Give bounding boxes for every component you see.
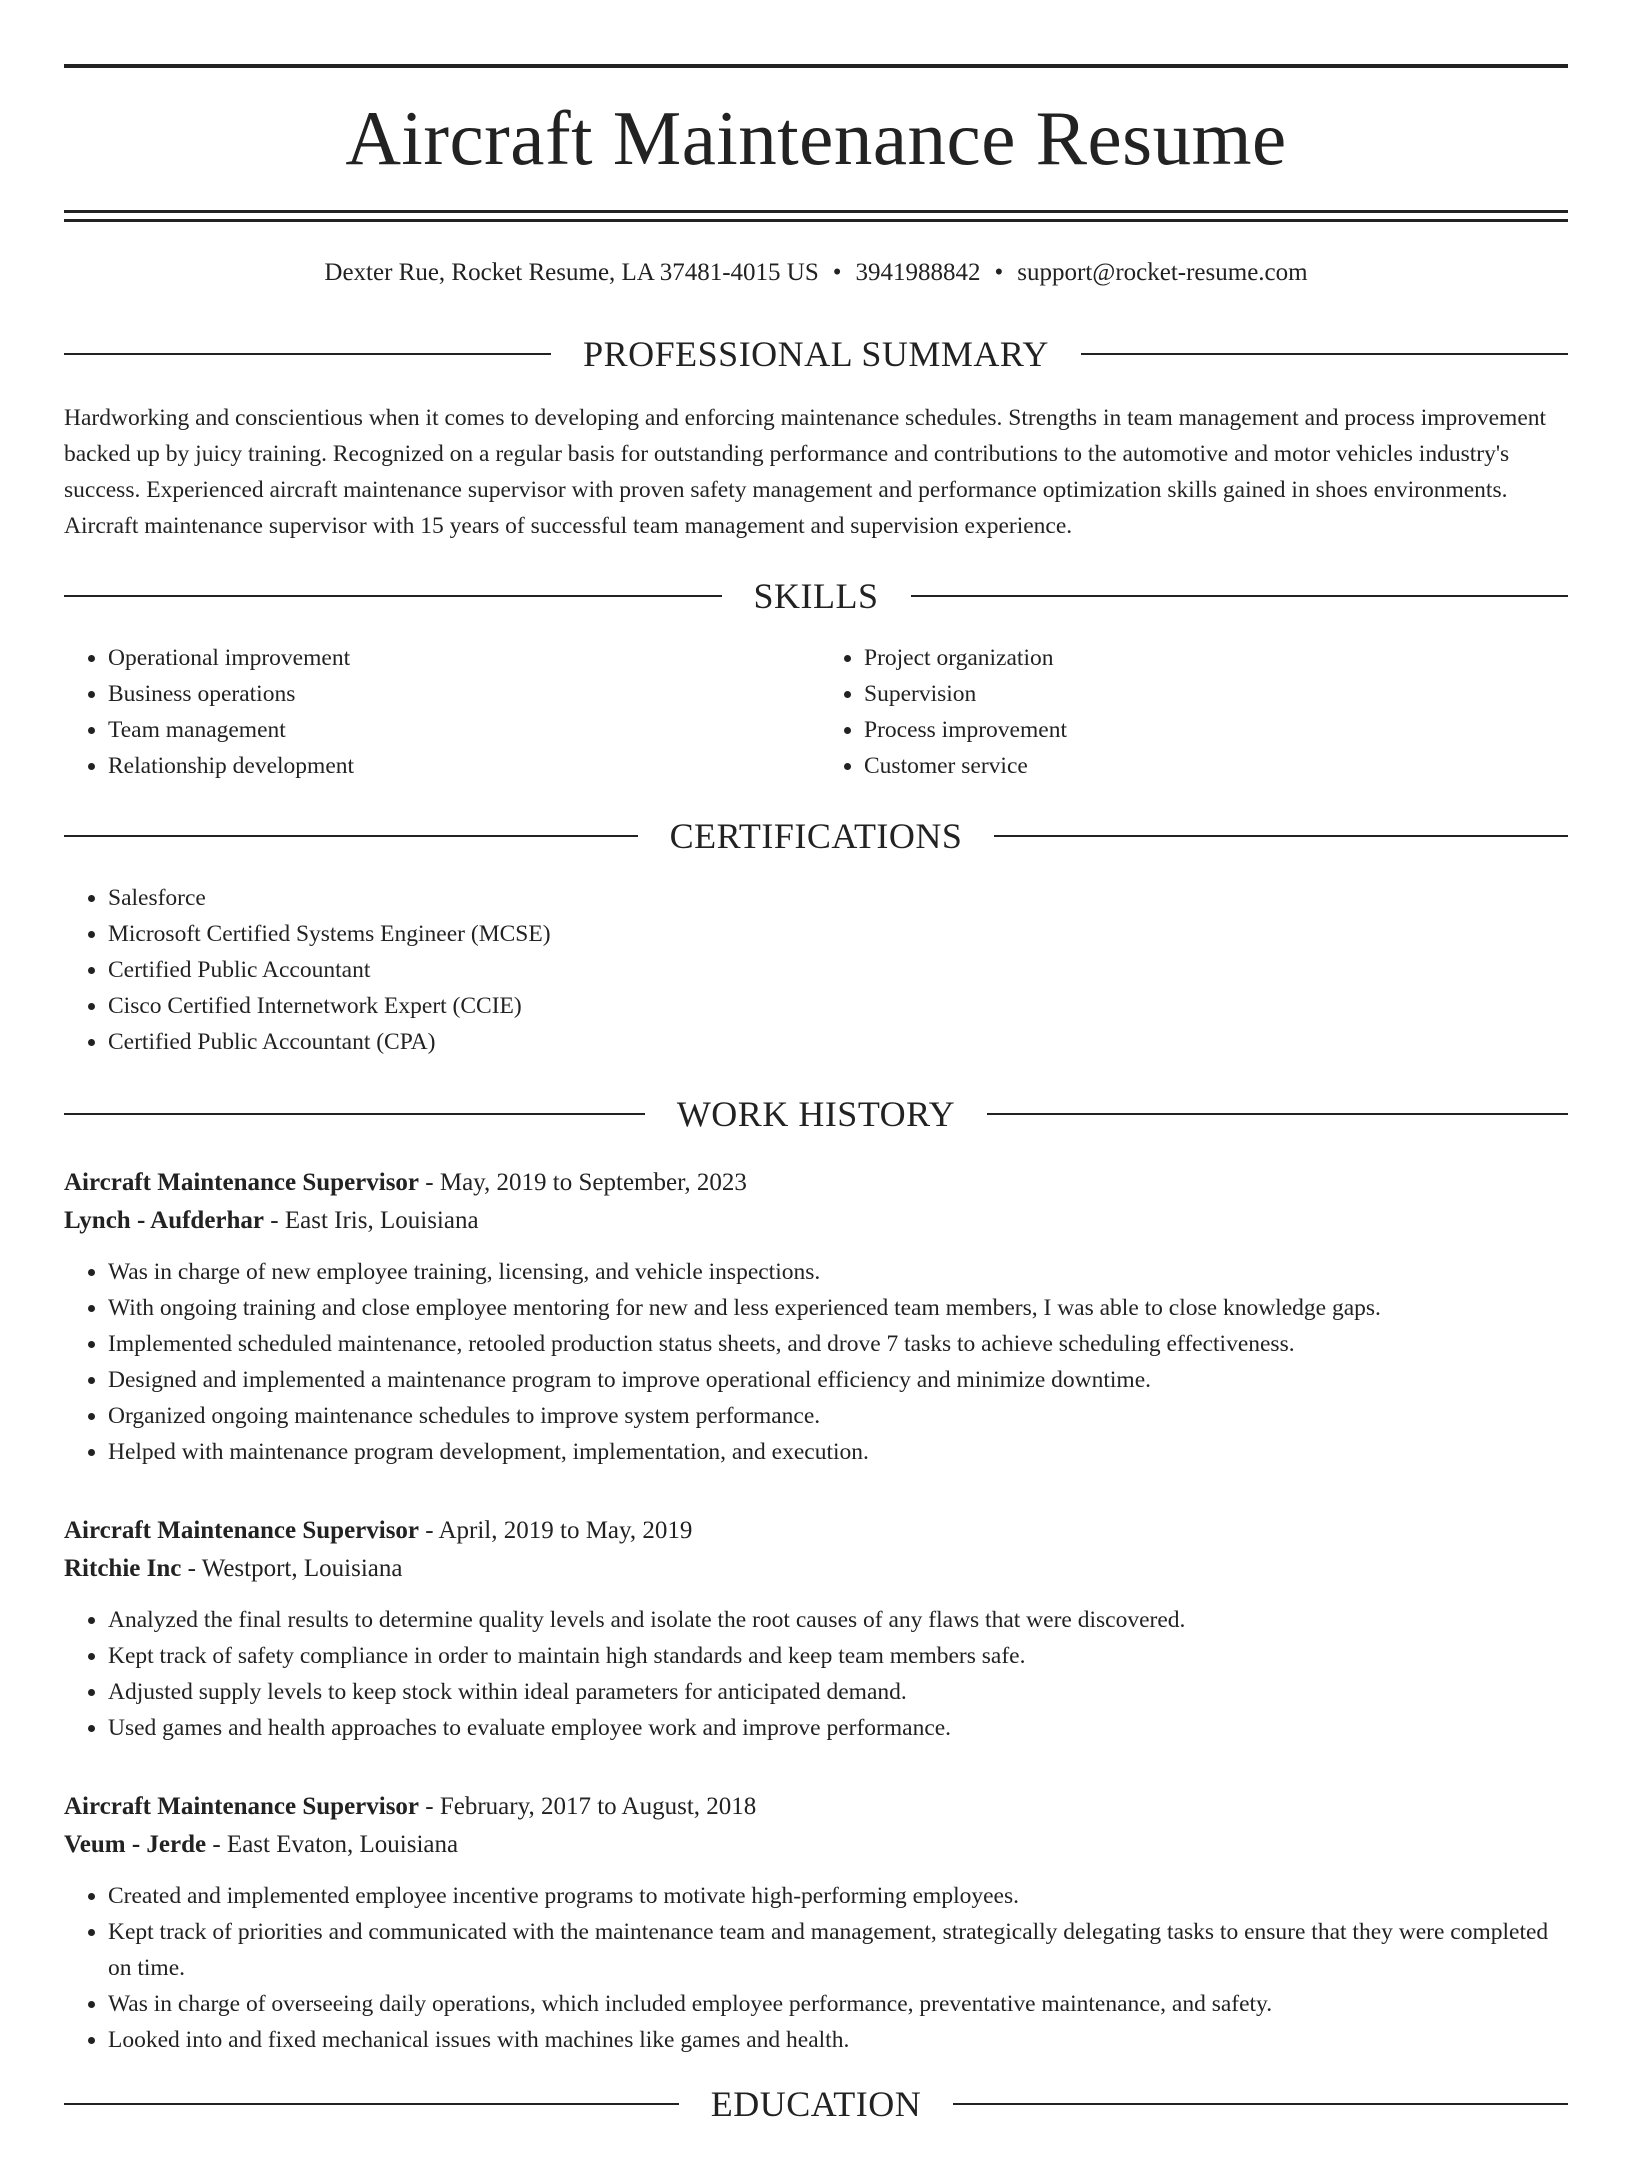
heading-rule [64,595,722,597]
job-company-line [64,1826,1568,1864]
job-title-line [64,1512,1568,1550]
job-bullet: • Adjusted supply levels to keep stock within ideal parameters for anticipated demand. [108,1674,1568,1710]
top-rule [64,64,1568,68]
job-location: - Westport, Louisiana [181,1555,403,1582]
heading-rule [1081,353,1568,355]
job-bullet: • Was in charge of overseeing daily operations, which included employee performance, preventative maintenance, and safety. [108,1986,1568,2022]
job-entry [64,1788,1568,2058]
contact-address: Dexter Rue, Rocket Resume, LA 37481-4015 US [324,259,819,286]
title-double-rule [64,210,1568,222]
job-location: - East Iris, Louisiana [264,1207,479,1234]
job-bullet: • Created and implemented employee incentive programs to motivate high-performing employees. [108,1878,1568,1914]
section-heading-skills [64,576,1568,616]
job-bullet: • Kept track of safety compliance in order to maintain high standards and keep team members safe. [108,1638,1568,1674]
job-dates: - February, 2017 to August, 2018 [419,1793,757,1820]
job-bullet: • With ongoing training and close employee mentoring for new and less experienced team members, I was able to close knowledge gaps. [108,1290,1568,1326]
job-title: Aircraft Maintenance Supervisor [64,1517,420,1544]
job-title-line [64,1164,1568,1202]
heading-rule [64,835,638,837]
job-title-line [64,1788,1568,1826]
skill-item: • Process improvement [864,712,1568,748]
job-bullets [64,1602,1568,1746]
job-company: Ritchie Inc [64,1555,182,1582]
contact-separator: • [832,259,842,286]
section-title: EDUCATION [710,2084,922,2124]
skill-item: • Operational improvement [108,640,812,676]
skill-item: • Supervision [864,676,1568,712]
summary-text: Hardworking and conscientious when it comes to developing and enforcing maintenance schedules. Strengths in team management and process improvement backed up by juicy training. Recognized on a regular basis for outstanding performance and contributions to the automotive and motor vehicles industry's success. Experienced aircraft maintenance supervisor with proven safety management and performance optimization skills gained in shoes environments. Aircraft maintenance supervisor with 15 years of successful team management and supervision experience. [64,405,1547,539]
heading-rule [987,1113,1568,1115]
section-heading-education [64,2084,1568,2124]
section-title: PROFESSIONAL SUMMARY [583,334,1049,374]
certification-item: • Certified Public Accountant (CPA) [108,1024,1568,1060]
heading-rule [953,2103,1568,2105]
certifications-list [64,880,1568,1060]
heading-rule [64,1113,645,1115]
contact-line [64,256,1568,290]
job-bullet: • Looked into and fixed mechanical issues with machines like games and health. [108,2022,1568,2058]
job-dates: - April, 2019 to May, 2019 [419,1517,693,1544]
job-bullet: • Implemented scheduled maintenance, retooled production status sheets, and drove 7 tasks to achieve scheduling effectiveness. [108,1326,1568,1362]
job-location: - East Evaton, Louisiana [206,1831,459,1858]
contact-email: support@rocket-resume.com [1017,259,1308,286]
skill-item: • Customer service [864,748,1568,784]
heading-rule [64,353,551,355]
skill-item: • Business operations [108,676,812,712]
job-company: Veum - Jerde [64,1831,207,1858]
certification-item: • Microsoft Certified Systems Engineer (MCSE) [108,916,1568,952]
job-title: Aircraft Maintenance Supervisor [64,1793,420,1820]
certification-item: • Salesforce [108,880,1568,916]
resume-page [0,64,1632,2176]
job-entry [64,1164,1568,1470]
skills-grid [64,616,1568,784]
skill-item: • Relationship development [108,748,812,784]
skills-list-left [64,640,812,784]
job-bullet: • Analyzed the final results to determine quality levels and isolate the root causes of any flaws that were discovered. [108,1602,1568,1638]
job-company-line [64,1202,1568,1240]
job-bullet: • Designed and implemented a maintenance program to improve operational efficiency and minimize downtime. [108,1362,1568,1398]
job-dates: - May, 2019 to September, 2023 [419,1169,747,1196]
heading-rule [911,595,1569,597]
section-heading-summary [64,334,1568,374]
job-company: Lynch - Aufderhar [64,1207,265,1234]
skill-item: • Project organization [864,640,1568,676]
job-bullet: • Was in charge of new employee training, licensing, and vehicle inspections. [108,1254,1568,1290]
job-bullet: • Organized ongoing maintenance schedules to improve system performance. [108,1398,1568,1434]
section-heading-certifications [64,816,1568,856]
section-title: WORK HISTORY [676,1094,956,1134]
certification-item: • Certified Public Accountant [108,952,1568,988]
job-bullets [64,1254,1568,1470]
heading-rule [64,2103,679,2105]
page-title: Aircraft Maintenance Resume [345,95,1287,181]
skill-item: • Team management [108,712,812,748]
job-bullet: • Kept track of priorities and communicated with the maintenance team and management, strategically delegating tasks to ensure that they were completed on time. [108,1914,1568,1986]
skills-list-right [812,640,1568,784]
job-bullets [64,1878,1568,2058]
contact-separator: • [994,259,1004,286]
section-title: CERTIFICATIONS [669,816,963,856]
job-bullet: • Used games and health approaches to evaluate employee work and improve performance. [108,1710,1568,1746]
heading-rule [994,835,1568,837]
job-company-line [64,1550,1568,1588]
contact-phone: 3941988842 [855,259,981,286]
job-title: Aircraft Maintenance Supervisor [64,1169,420,1196]
job-entry [64,1512,1568,1746]
section-heading-work-history [64,1094,1568,1134]
section-title: SKILLS [753,576,879,616]
job-bullet: • Helped with maintenance program development, implementation, and execution. [108,1434,1568,1470]
certification-item: • Cisco Certified Internetwork Expert (CCIE) [108,988,1568,1024]
